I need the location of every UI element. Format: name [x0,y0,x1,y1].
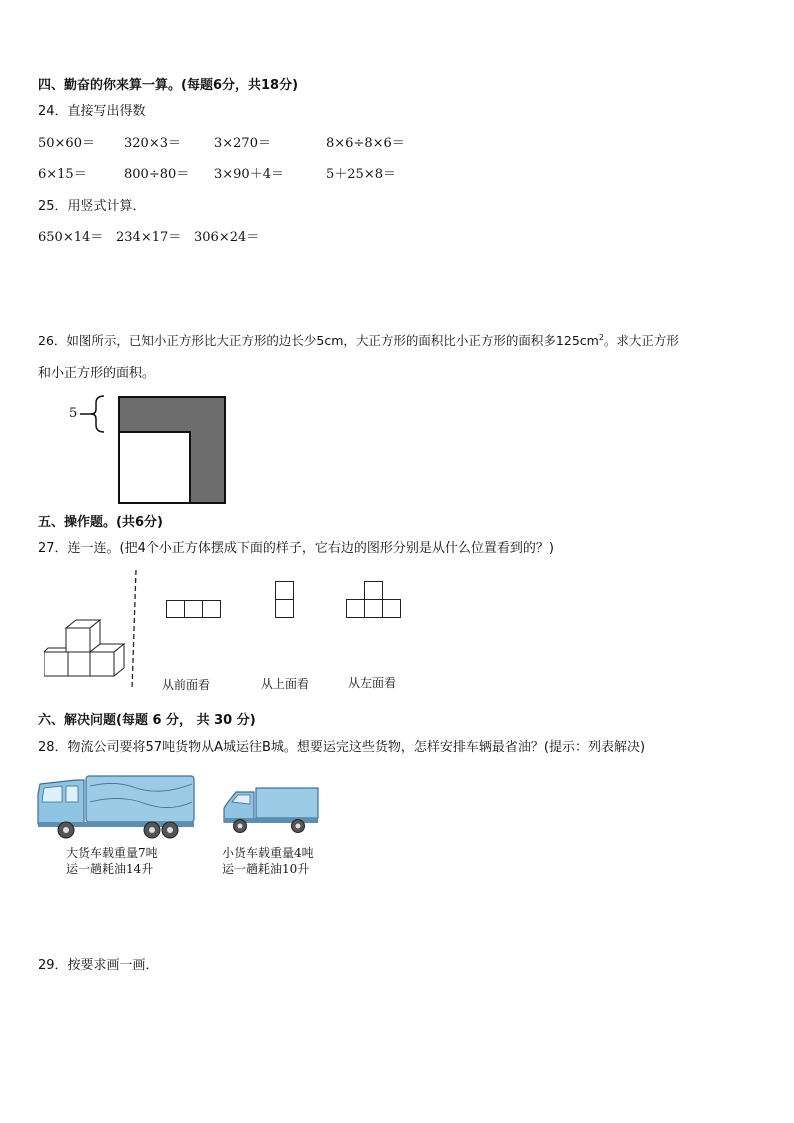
q25-item: 234×17＝ [116,230,182,245]
q24-item: 3×270＝ [214,136,271,151]
q24-item: 5＋25×8＝ [326,167,396,182]
view-label-left: 从左面看 [348,676,397,690]
question-25-label: 25．用竖式计算． [38,199,146,214]
q24-item: 3×90＋4＝ [214,167,284,182]
question-26-text-line2: 和小正方形的面积。 [38,366,156,381]
small-truck-capacity: 小货车载重量4吨 [222,846,314,860]
section-5-title: 五、操作题。(共6分) [38,515,163,530]
question-24-label: 24．直接写出得数 [38,104,146,119]
q24-item: 6×15＝ [38,167,87,182]
q25-item: 306×24＝ [194,230,260,245]
question-28-text: 28．物流公司要将57吨货物从A城运往B城。想要运完这些货物，怎样安排车辆最省油？(提示：列表解决) [38,740,646,755]
q25-item: 650×14＝ [38,230,104,245]
cube-stack-illustration [44,616,126,678]
q24-item: 50×60＝ [38,136,95,151]
small-truck-fuel: 运一趟耗油10升 [222,862,310,876]
dashed-divider [130,570,140,692]
big-truck-icon [36,772,196,840]
question-29-text: 29．按要求画一画． [38,958,159,973]
section-6-title: 六、解决问题(每题 6 分， 共 30 分) [38,713,256,728]
view-label-top: 从上面看 [261,677,310,691]
small-square [118,431,191,504]
squares-figure [66,395,236,507]
question-26-text: 26．如图所示，已知小正方形比大正方形的边长少5cm，大正方形的面积比小正方形的面积多$125cm^2$。求大正方形 [38,333,679,348]
brace-icon [80,395,120,507]
q24-item: 320×3＝ [124,136,181,151]
side-difference-label: 5 [69,406,78,421]
view-label-front: 从前面看 [162,678,211,692]
small-truck-icon [222,786,320,834]
big-truck-fuel: 运一趟耗油14升 [66,862,154,876]
q24-item: 800÷80＝ [124,167,190,182]
section-4-title: 四、勤奋的你来算一算。(每题6分，共18分) [38,78,299,93]
question-27-text: 27．连一连。(把4个小正方体摆成下面的样子，它右边的图形分别是从什么位置看到的？) [38,541,554,556]
q24-item: 8×6÷8×6＝ [326,136,405,151]
big-truck-capacity: 大货车载重量7吨 [66,846,158,860]
